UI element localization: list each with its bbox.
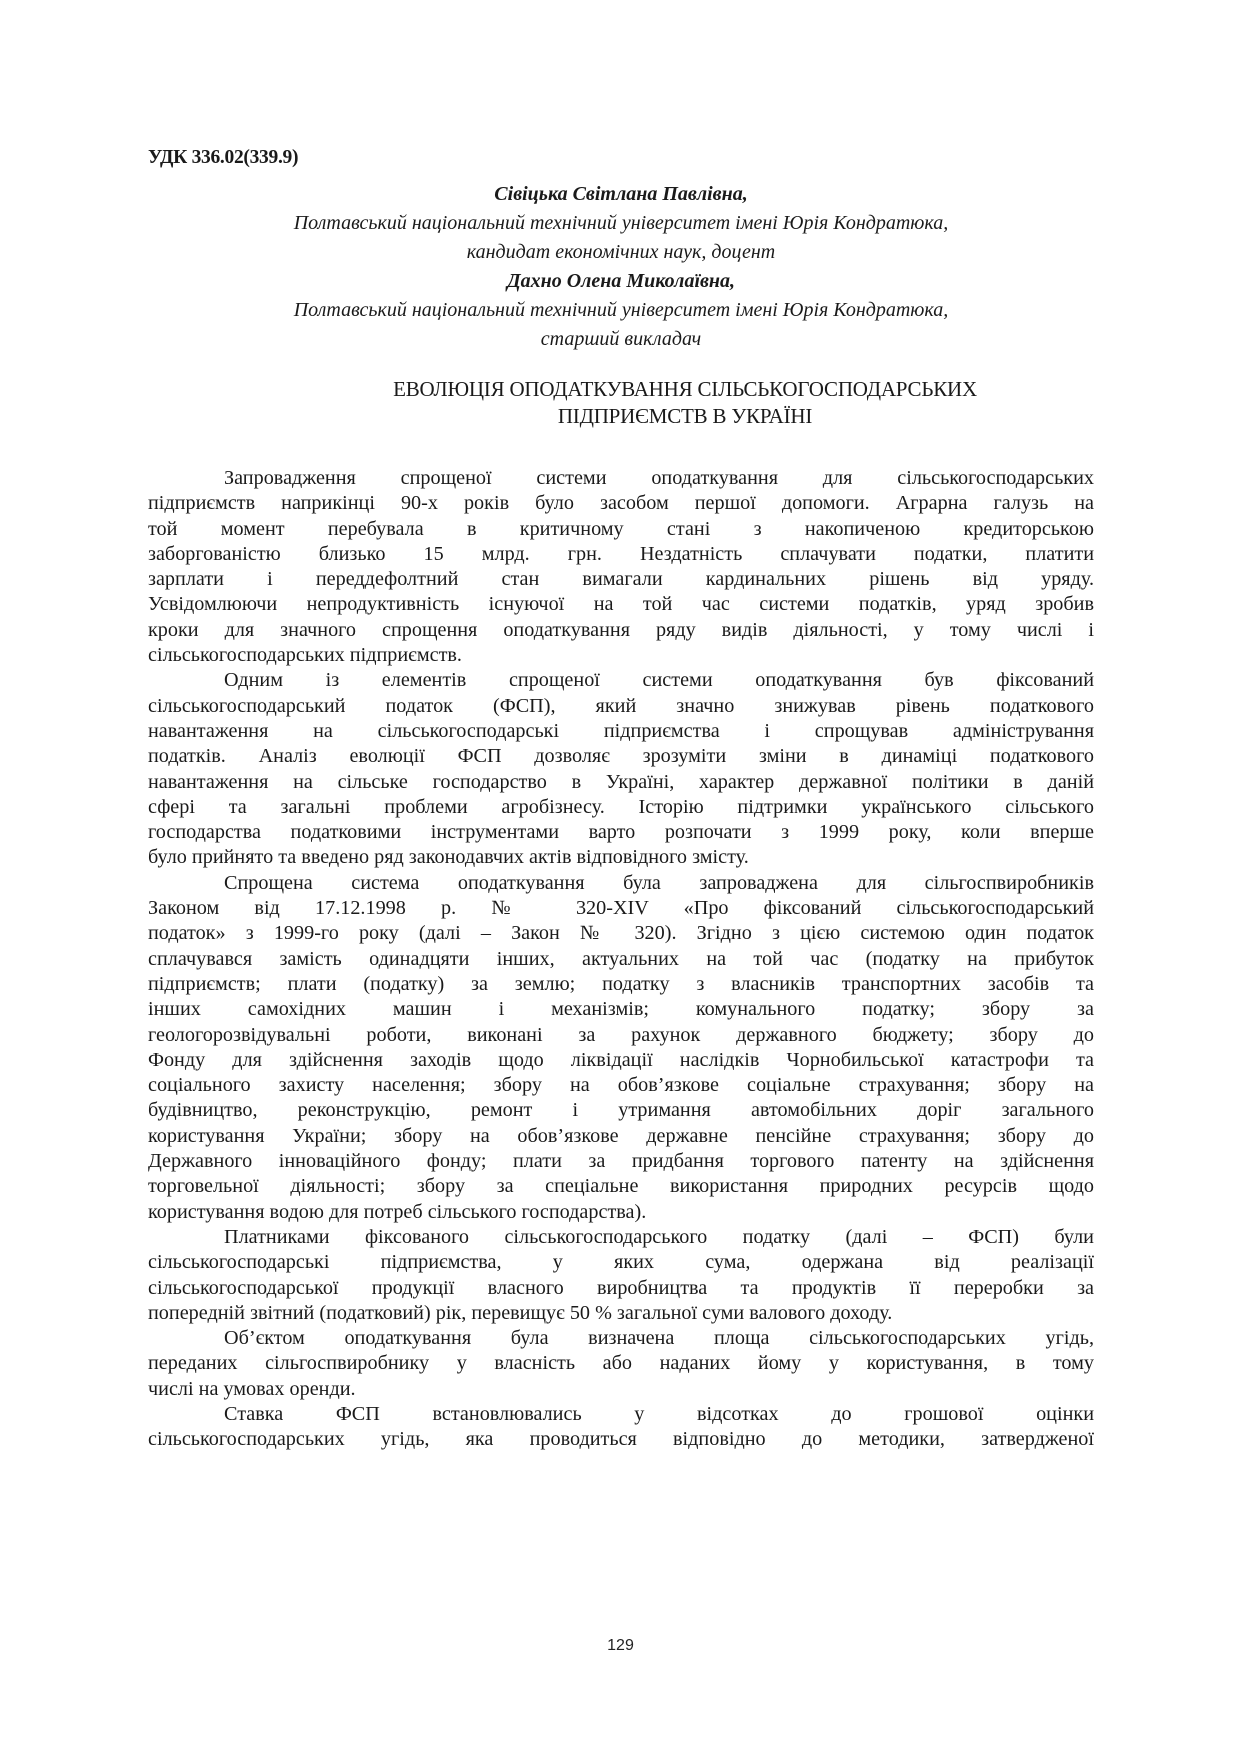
text-line: господарства податковими інструментами варто розпочати з 1999 року, коли вперше (148, 821, 1094, 844)
author-affiliation: Полтавський національний технічний університет імені Юрія Кондратюка, (293, 299, 949, 321)
text-line: переданих сільгоспвиробнику у власність або наданих йому у користування, в тому (148, 1352, 1094, 1375)
text-line: Об’єктом оподаткування була визначена площа сільськогосподарських угідь, (224, 1327, 1094, 1350)
text-line: сільськогосподарський податок (ФСП), який значно знижував рівень податкового (148, 694, 1094, 717)
paragraph (148, 871, 1094, 1225)
text-line: Фонду для здійснення заходів щодо ліквідації наслідків Чорнобильської катастрофи та (148, 1048, 1094, 1071)
text-line: сільськогосподарських підприємств. (148, 644, 462, 667)
author-position: старший викладач (540, 328, 702, 350)
text-line: підприємств; плати (податку) за землю; податку з власників транспортних засобів та (148, 972, 1094, 995)
paragraph (148, 668, 1094, 870)
text-line: сфері та загальні проблеми агробізнесу. Історію підтримки українського сільського (148, 795, 1094, 818)
paragraph (148, 1225, 1094, 1326)
text-line: Платниками фіксованого сільськогосподарського податку (далі – ФСП) були (224, 1225, 1094, 1248)
article-title-line: ПІДПРИЄМСТВ В УКРАЇНІ (557, 404, 813, 428)
text-line: торговельної діяльності; збору за спеціальне використання природних ресурсів щодо (148, 1175, 1094, 1198)
author-position: кандидат економічних наук, доцент (466, 241, 776, 263)
text-line: зарплати і переддефолтний стан вимагали кардинальних рішень від уряду. (148, 568, 1094, 591)
text-line: навантаження на сільське господарство в Україні, характер державної політики в даній (148, 770, 1094, 793)
author-name: Дахно Олена Миколаївна, (506, 270, 736, 292)
text-line: податок» з 1999-го року (далі – Закон № 320). Згідно з цією системою один податок (148, 922, 1094, 945)
paragraph (148, 466, 1094, 668)
text-line: сільськогосподарські підприємства, у яких сума, одержана від реалізації (148, 1251, 1094, 1274)
text-line: підприємств наприкінці 90-х років було засобом першої допомоги. Аграрна галузь на (148, 492, 1094, 515)
author-affiliation: Полтавський національний технічний університет імені Юрія Кондратюка, (293, 212, 949, 234)
text-line: сплачувався замість одинадцяти інших, актуальних на той час (податку на прибуток (148, 947, 1094, 970)
text-line: кроки для значного спрощення оподаткування ряду видів діяльності, у тому числі і (148, 618, 1094, 641)
article-title (270, 376, 1100, 430)
article-body (148, 466, 1094, 1453)
text-line: Запровадження спрощеної системи оподаткування для сільськогосподарських (224, 467, 1094, 489)
text-line: сільськогосподарських угідь, яка проводиться відповідно до методики, затвердженої (148, 1428, 1094, 1451)
paragraph (148, 1326, 1094, 1402)
text-line: Спрощена система оподаткування була запроваджена для сільгоспвиробників (224, 871, 1094, 894)
text-line: Законом від 17.12.1998 р. № 320-XIV «Про фіксований сільськогосподарський (148, 897, 1094, 920)
text-line: сільськогосподарської продукції власного виробництва та продуктів її переробки за (148, 1276, 1094, 1299)
text-line: Державного інноваційного фонду; плати за придбання торгового патенту на здійснення (148, 1150, 1094, 1173)
text-line: попередній звітний (податковий) рік, перевищує 50 % загальної суми валового доходу. (148, 1301, 893, 1324)
text-line: інших самохідних машин і механізмів; комунального податку; збору за (148, 998, 1094, 1021)
text-line: податків. Аналіз еволюції ФСП дозволяє зрозуміти зміни в динаміці податкового (148, 745, 1094, 768)
text-line: той момент перебувала в критичному стані з накопиченою кредиторською (148, 517, 1094, 540)
text-line: заборгованістю близько 15 млрд. грн. Нездатність сплачувати податки, платити (148, 542, 1094, 565)
text-line: Одним із елементів спрощеної системи оподаткування був фіксований (224, 669, 1094, 692)
author-name: Сівіцька Світлана Павлівна, (494, 183, 748, 205)
text-line: користування України; збору на обов’язкове державне пенсійне страхування; збору до (148, 1124, 1094, 1147)
paragraph (148, 1402, 1094, 1453)
text-line: користування водою для потреб сільського господарства). (148, 1200, 647, 1223)
text-line: навантаження на сільськогосподарські підприємства і спрощував адміністрування (148, 719, 1094, 742)
text-line: Ставка ФСП встановлювались у відсотках до грошової оцінки (224, 1402, 1094, 1425)
text-line: будівництво, реконструкцію, ремонт і утримання автомобільних доріг загального (148, 1099, 1094, 1122)
text-line: Усвідомлюючи непродуктивність існуючої на той час системи податків, уряд зробив (148, 593, 1094, 616)
article-title-line: ЕВОЛЮЦІЯ ОПОДАТКУВАННЯ СІЛЬСЬКОГОСПОДАРСЬКИХ (393, 377, 977, 401)
udk-code: УДК 336.02(339.9) (148, 147, 299, 168)
text-line: геологорозвідувальні роботи, виконані за рахунок державного бюджету; збору до (148, 1023, 1094, 1046)
text-line: соціального захисту населення; збору на обов’язкове соціальне страхування; збору на (148, 1074, 1094, 1097)
authors-block (148, 180, 1094, 354)
page-number: 129 (607, 1637, 634, 1654)
text-line: було прийнято та введено ряд законодавчих актів відповідного змісту. (148, 846, 749, 869)
text-line: числі на умовах оренди. (148, 1377, 356, 1400)
